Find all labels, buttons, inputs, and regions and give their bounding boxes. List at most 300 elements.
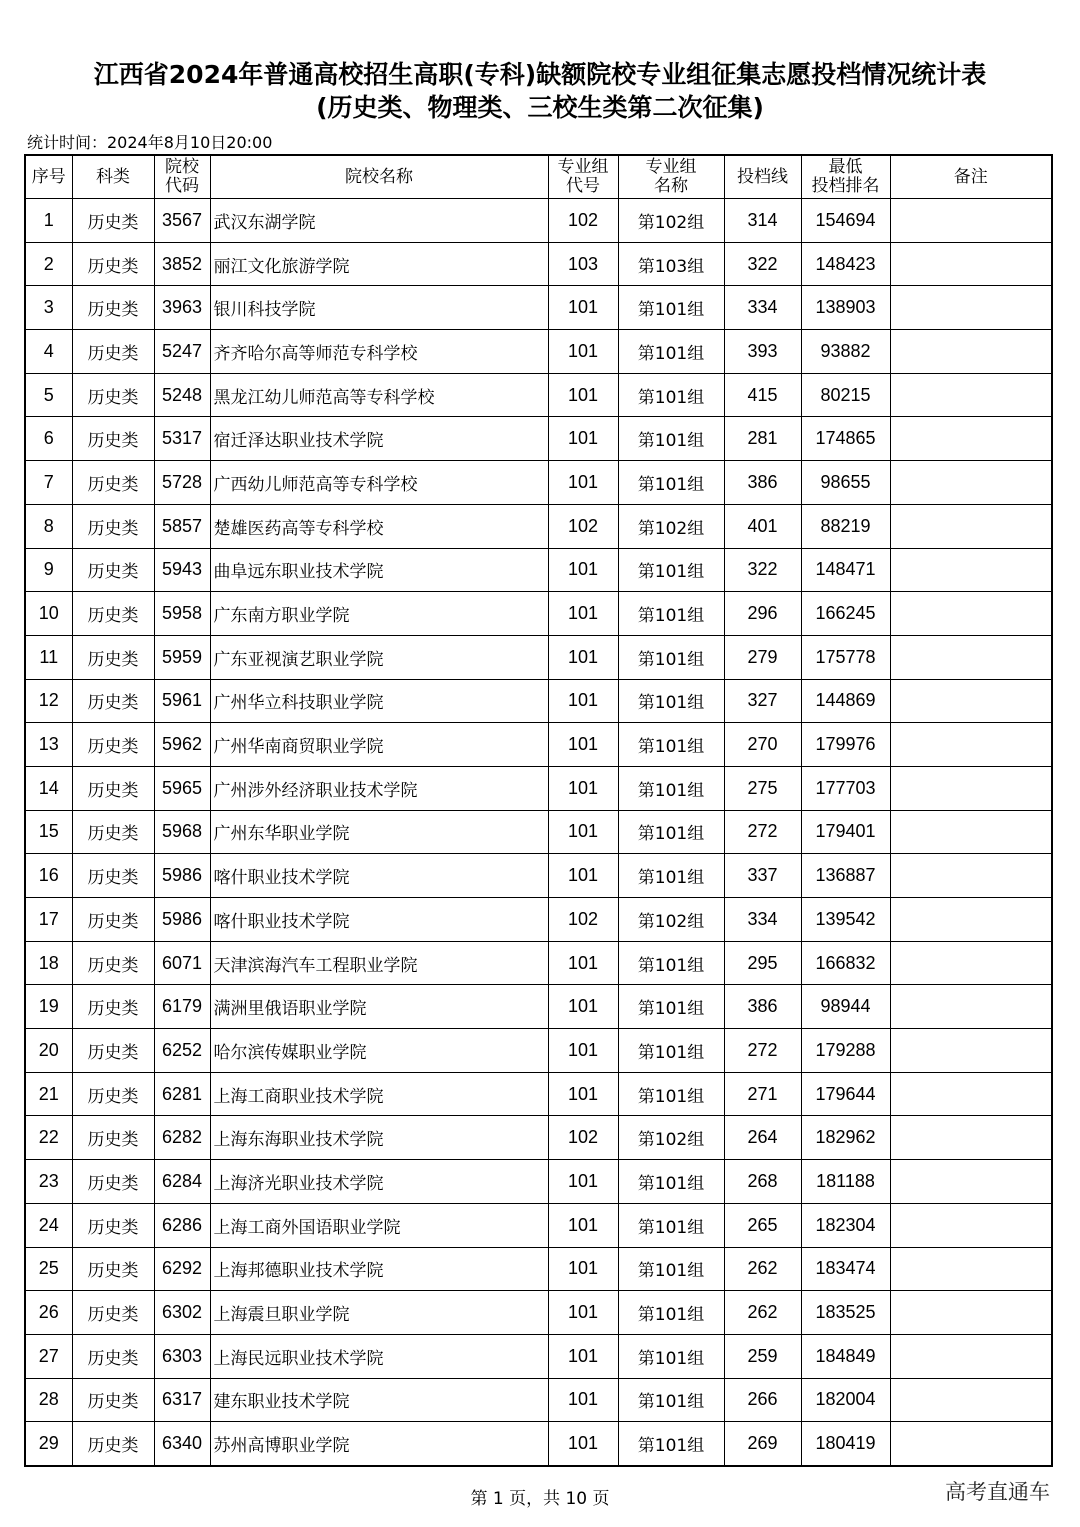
cell-school-name: 武汉东湖学院 bbox=[210, 199, 548, 243]
cell-line: 270 bbox=[724, 723, 801, 767]
cell-school-name: 广西幼儿师范高等专科学校 bbox=[210, 461, 548, 505]
cell-school-code: 3852 bbox=[154, 242, 210, 286]
cell-line: 262 bbox=[724, 1291, 801, 1335]
cell-group-name: 第101组 bbox=[618, 941, 724, 985]
cell-rank: 80215 bbox=[801, 373, 890, 417]
table-row bbox=[25, 286, 1052, 330]
cell-seq: 2 bbox=[25, 242, 72, 286]
table-row bbox=[25, 1203, 1052, 1247]
cell-category: 历史类 bbox=[72, 417, 154, 461]
cell-group-name: 第101组 bbox=[618, 592, 724, 636]
cell-seq: 12 bbox=[25, 679, 72, 723]
cell-school-code: 5943 bbox=[154, 548, 210, 592]
cell-school-code: 5986 bbox=[154, 898, 210, 942]
cell-line: 337 bbox=[724, 854, 801, 898]
cell-note bbox=[890, 417, 1052, 461]
cell-school-name: 楚雄医药高等专科学校 bbox=[210, 504, 548, 548]
cell-rank: 138903 bbox=[801, 286, 890, 330]
cell-group-code: 101 bbox=[548, 548, 618, 592]
cell-school-code: 5961 bbox=[154, 679, 210, 723]
cell-school-name: 丽江文化旅游学院 bbox=[210, 242, 548, 286]
cell-group-code: 101 bbox=[548, 854, 618, 898]
cell-line: 322 bbox=[724, 548, 801, 592]
cell-line: 386 bbox=[724, 985, 801, 1029]
cell-school-code: 6071 bbox=[154, 941, 210, 985]
cell-school-code: 5728 bbox=[154, 461, 210, 505]
cell-school-name: 上海民远职业技术学院 bbox=[210, 1334, 548, 1378]
table-row bbox=[25, 330, 1052, 374]
cell-seq: 21 bbox=[25, 1072, 72, 1116]
cell-group-code: 101 bbox=[548, 1203, 618, 1247]
cell-line: 415 bbox=[724, 373, 801, 417]
cell-note bbox=[890, 330, 1052, 374]
cell-school-name: 上海邦德职业技术学院 bbox=[210, 1247, 548, 1291]
cell-line: 393 bbox=[724, 330, 801, 374]
table-row bbox=[25, 504, 1052, 548]
cell-note bbox=[890, 199, 1052, 243]
cell-school-name: 广州华立科技职业学院 bbox=[210, 679, 548, 723]
cell-note bbox=[890, 985, 1052, 1029]
cell-seq: 24 bbox=[25, 1203, 72, 1247]
cell-seq: 8 bbox=[25, 504, 72, 548]
cell-school-name: 广州东华职业学院 bbox=[210, 810, 548, 854]
cell-school-name: 天津滨海汽车工程职业学院 bbox=[210, 941, 548, 985]
cell-category: 历史类 bbox=[72, 635, 154, 679]
cell-group-code: 101 bbox=[548, 766, 618, 810]
cell-seq: 14 bbox=[25, 766, 72, 810]
cell-group-code: 103 bbox=[548, 242, 618, 286]
cell-line: 334 bbox=[724, 286, 801, 330]
table-row bbox=[25, 985, 1052, 1029]
cell-school-code: 6302 bbox=[154, 1291, 210, 1335]
cell-line: 272 bbox=[724, 1029, 801, 1073]
cell-category: 历史类 bbox=[72, 1072, 154, 1116]
cell-school-name: 广州华南商贸职业学院 bbox=[210, 723, 548, 767]
cell-note bbox=[890, 373, 1052, 417]
cell-category: 历史类 bbox=[72, 330, 154, 374]
cell-school-name: 哈尔滨传媒职业学院 bbox=[210, 1029, 548, 1073]
table-row bbox=[25, 1029, 1052, 1073]
header-seq: 序号 bbox=[25, 155, 72, 199]
cell-group-name: 第101组 bbox=[618, 1291, 724, 1335]
cell-seq: 10 bbox=[25, 592, 72, 636]
cell-line: 334 bbox=[724, 898, 801, 942]
cell-group-code: 101 bbox=[548, 679, 618, 723]
cell-note bbox=[890, 1334, 1052, 1378]
cell-group-name: 第101组 bbox=[618, 1247, 724, 1291]
cell-school-code: 6286 bbox=[154, 1203, 210, 1247]
header-school-name: 院校名称 bbox=[210, 155, 548, 199]
cell-line: 386 bbox=[724, 461, 801, 505]
cell-group-code: 102 bbox=[548, 504, 618, 548]
cell-line: 266 bbox=[724, 1378, 801, 1422]
cell-group-name: 第101组 bbox=[618, 1334, 724, 1378]
cell-rank: 184849 bbox=[801, 1334, 890, 1378]
cell-rank: 88219 bbox=[801, 504, 890, 548]
cell-note bbox=[890, 1203, 1052, 1247]
page-subtitle: (历史类、物理类、三校生类第二次征集) bbox=[316, 93, 764, 122]
cell-note bbox=[890, 286, 1052, 330]
cell-group-name: 第101组 bbox=[618, 854, 724, 898]
cell-school-name: 建东职业技术学院 bbox=[210, 1378, 548, 1422]
cell-seq: 26 bbox=[25, 1291, 72, 1335]
cell-school-code: 5965 bbox=[154, 766, 210, 810]
table-row bbox=[25, 810, 1052, 854]
cell-rank: 182304 bbox=[801, 1203, 890, 1247]
cell-seq: 20 bbox=[25, 1029, 72, 1073]
cell-group-name: 第101组 bbox=[618, 548, 724, 592]
cell-school-code: 5247 bbox=[154, 330, 210, 374]
cell-group-code: 101 bbox=[548, 286, 618, 330]
cell-rank: 174865 bbox=[801, 417, 890, 461]
cell-school-code: 5986 bbox=[154, 854, 210, 898]
cell-category: 历史类 bbox=[72, 985, 154, 1029]
cell-seq: 29 bbox=[25, 1422, 72, 1466]
cell-seq: 23 bbox=[25, 1160, 72, 1204]
cell-category: 历史类 bbox=[72, 1291, 154, 1335]
cell-seq: 18 bbox=[25, 941, 72, 985]
table-row bbox=[25, 199, 1052, 243]
cell-note bbox=[890, 941, 1052, 985]
cell-rank: 98944 bbox=[801, 985, 890, 1029]
cell-group-name: 第101组 bbox=[618, 679, 724, 723]
cell-line: 259 bbox=[724, 1334, 801, 1378]
cell-line: 275 bbox=[724, 766, 801, 810]
cell-line: 265 bbox=[724, 1203, 801, 1247]
cell-category: 历史类 bbox=[72, 854, 154, 898]
cell-group-name: 第101组 bbox=[618, 1203, 724, 1247]
cell-school-name: 银川科技学院 bbox=[210, 286, 548, 330]
cell-seq: 9 bbox=[25, 548, 72, 592]
cell-group-name: 第103组 bbox=[618, 242, 724, 286]
page-title: 江西省2024年普通高校招生高职(专科)缺额院校专业组征集志愿投档情况统计表 bbox=[93, 60, 987, 89]
cell-seq: 28 bbox=[25, 1378, 72, 1422]
cell-school-name: 宿迁泽达职业技术学院 bbox=[210, 417, 548, 461]
cell-note bbox=[890, 1378, 1052, 1422]
cell-category: 历史类 bbox=[72, 286, 154, 330]
table-row bbox=[25, 417, 1052, 461]
cell-rank: 179288 bbox=[801, 1029, 890, 1073]
cell-group-code: 101 bbox=[548, 941, 618, 985]
cell-rank: 183474 bbox=[801, 1247, 890, 1291]
cell-rank: 177703 bbox=[801, 766, 890, 810]
cell-group-code: 101 bbox=[548, 1160, 618, 1204]
cell-rank: 182004 bbox=[801, 1378, 890, 1422]
cell-seq: 22 bbox=[25, 1116, 72, 1160]
cell-school-name: 上海东海职业技术学院 bbox=[210, 1116, 548, 1160]
cell-category: 历史类 bbox=[72, 1378, 154, 1422]
cell-note bbox=[890, 242, 1052, 286]
cell-note bbox=[890, 1422, 1052, 1466]
cell-note bbox=[890, 679, 1052, 723]
cell-seq: 25 bbox=[25, 1247, 72, 1291]
table-row bbox=[25, 1334, 1052, 1378]
cell-note bbox=[890, 592, 1052, 636]
cell-school-name: 黑龙江幼儿师范高等专科学校 bbox=[210, 373, 548, 417]
cell-seq: 7 bbox=[25, 461, 72, 505]
cell-group-code: 101 bbox=[548, 1291, 618, 1335]
cell-note bbox=[890, 1072, 1052, 1116]
cell-school-code: 6303 bbox=[154, 1334, 210, 1378]
header-line: 投档线 bbox=[724, 155, 801, 199]
cell-rank: 183525 bbox=[801, 1291, 890, 1335]
cell-school-code: 5958 bbox=[154, 592, 210, 636]
table-row bbox=[25, 854, 1052, 898]
cell-group-name: 第101组 bbox=[618, 985, 724, 1029]
table-row bbox=[25, 941, 1052, 985]
cell-seq: 6 bbox=[25, 417, 72, 461]
cell-rank: 182962 bbox=[801, 1116, 890, 1160]
cell-category: 历史类 bbox=[72, 1203, 154, 1247]
cell-seq: 1 bbox=[25, 199, 72, 243]
cell-group-name: 第101组 bbox=[618, 1160, 724, 1204]
cell-school-code: 5959 bbox=[154, 635, 210, 679]
table-row bbox=[25, 1378, 1052, 1422]
cell-note bbox=[890, 548, 1052, 592]
cell-school-code: 5317 bbox=[154, 417, 210, 461]
cell-note bbox=[890, 1291, 1052, 1335]
cell-category: 历史类 bbox=[72, 810, 154, 854]
cell-note bbox=[890, 766, 1052, 810]
cell-group-code: 101 bbox=[548, 592, 618, 636]
cell-group-name: 第101组 bbox=[618, 635, 724, 679]
cell-rank: 181188 bbox=[801, 1160, 890, 1204]
brand-watermark: 高考直通车 bbox=[945, 1480, 1050, 1504]
cell-category: 历史类 bbox=[72, 373, 154, 417]
cell-line: 269 bbox=[724, 1422, 801, 1466]
cell-category: 历史类 bbox=[72, 1029, 154, 1073]
cell-line: 264 bbox=[724, 1116, 801, 1160]
table-row bbox=[25, 635, 1052, 679]
header-rank: 最低 投档排名 bbox=[801, 155, 890, 199]
cell-note bbox=[890, 898, 1052, 942]
cell-note bbox=[890, 723, 1052, 767]
cell-category: 历史类 bbox=[72, 592, 154, 636]
cell-rank: 154694 bbox=[801, 199, 890, 243]
cell-rank: 93882 bbox=[801, 330, 890, 374]
table-row bbox=[25, 679, 1052, 723]
table-row bbox=[25, 1160, 1052, 1204]
cell-rank: 98655 bbox=[801, 461, 890, 505]
cell-school-code: 6179 bbox=[154, 985, 210, 1029]
cell-group-code: 101 bbox=[548, 985, 618, 1029]
cell-group-code: 101 bbox=[548, 635, 618, 679]
cell-group-code: 101 bbox=[548, 1378, 618, 1422]
cell-group-code: 101 bbox=[548, 373, 618, 417]
cell-line: 279 bbox=[724, 635, 801, 679]
cell-group-code: 101 bbox=[548, 723, 618, 767]
cell-school-code: 5962 bbox=[154, 723, 210, 767]
cell-note bbox=[890, 504, 1052, 548]
table-row bbox=[25, 461, 1052, 505]
cell-category: 历史类 bbox=[72, 723, 154, 767]
cell-seq: 16 bbox=[25, 854, 72, 898]
cell-rank: 180419 bbox=[801, 1422, 890, 1466]
cell-group-name: 第102组 bbox=[618, 199, 724, 243]
cell-note bbox=[890, 461, 1052, 505]
cell-rank: 139542 bbox=[801, 898, 890, 942]
table-row bbox=[25, 548, 1052, 592]
cell-school-code: 6292 bbox=[154, 1247, 210, 1291]
cell-note bbox=[890, 1160, 1052, 1204]
cell-group-code: 102 bbox=[548, 199, 618, 243]
cell-rank: 179401 bbox=[801, 810, 890, 854]
cell-seq: 19 bbox=[25, 985, 72, 1029]
cell-category: 历史类 bbox=[72, 1334, 154, 1378]
cell-category: 历史类 bbox=[72, 1247, 154, 1291]
cell-school-code: 6252 bbox=[154, 1029, 210, 1073]
cell-group-code: 102 bbox=[548, 898, 618, 942]
cell-school-code: 3963 bbox=[154, 286, 210, 330]
cell-line: 271 bbox=[724, 1072, 801, 1116]
cell-rank: 144869 bbox=[801, 679, 890, 723]
cell-category: 历史类 bbox=[72, 941, 154, 985]
cell-school-name: 广东南方职业学院 bbox=[210, 592, 548, 636]
admission-table bbox=[24, 154, 1053, 1467]
cell-group-code: 101 bbox=[548, 1072, 618, 1116]
table-row bbox=[25, 1291, 1052, 1335]
cell-rank: 179976 bbox=[801, 723, 890, 767]
cell-group-name: 第101组 bbox=[618, 723, 724, 767]
table-row bbox=[25, 1247, 1052, 1291]
cell-rank: 166245 bbox=[801, 592, 890, 636]
cell-group-code: 101 bbox=[548, 1334, 618, 1378]
cell-category: 历史类 bbox=[72, 242, 154, 286]
cell-school-code: 5968 bbox=[154, 810, 210, 854]
cell-category: 历史类 bbox=[72, 1160, 154, 1204]
cell-group-code: 101 bbox=[548, 461, 618, 505]
cell-line: 401 bbox=[724, 504, 801, 548]
header-note: 备注 bbox=[890, 155, 1052, 199]
cell-school-code: 6281 bbox=[154, 1072, 210, 1116]
cell-group-code: 101 bbox=[548, 330, 618, 374]
cell-line: 296 bbox=[724, 592, 801, 636]
cell-rank: 175778 bbox=[801, 635, 890, 679]
cell-seq: 3 bbox=[25, 286, 72, 330]
header-category: 科类 bbox=[72, 155, 154, 199]
cell-rank: 166832 bbox=[801, 941, 890, 985]
cell-school-name: 喀什职业技术学院 bbox=[210, 854, 548, 898]
cell-school-name: 上海工商外国语职业学院 bbox=[210, 1203, 548, 1247]
cell-group-code: 101 bbox=[548, 417, 618, 461]
header-school-code: 院校 代码 bbox=[154, 155, 210, 199]
cell-line: 268 bbox=[724, 1160, 801, 1204]
cell-seq: 15 bbox=[25, 810, 72, 854]
table-row bbox=[25, 1422, 1052, 1466]
cell-seq: 27 bbox=[25, 1334, 72, 1378]
cell-line: 314 bbox=[724, 199, 801, 243]
cell-category: 历史类 bbox=[72, 548, 154, 592]
cell-group-name: 第102组 bbox=[618, 1116, 724, 1160]
cell-group-name: 第101组 bbox=[618, 810, 724, 854]
cell-school-name: 喀什职业技术学院 bbox=[210, 898, 548, 942]
cell-rank: 148471 bbox=[801, 548, 890, 592]
cell-category: 历史类 bbox=[72, 1422, 154, 1466]
cell-category: 历史类 bbox=[72, 504, 154, 548]
cell-category: 历史类 bbox=[72, 898, 154, 942]
table-row bbox=[25, 242, 1052, 286]
table-row bbox=[25, 1072, 1052, 1116]
cell-note bbox=[890, 635, 1052, 679]
stat-time: 统计时间：2024年8月10日20:00 bbox=[27, 133, 273, 152]
cell-group-code: 101 bbox=[548, 810, 618, 854]
cell-line: 281 bbox=[724, 417, 801, 461]
cell-seq: 17 bbox=[25, 898, 72, 942]
cell-note bbox=[890, 854, 1052, 898]
table-row bbox=[25, 592, 1052, 636]
cell-group-name: 第101组 bbox=[618, 1378, 724, 1422]
cell-category: 历史类 bbox=[72, 766, 154, 810]
page-footer: 第 1 页，共 10 页 bbox=[470, 1489, 610, 1509]
table-row bbox=[25, 373, 1052, 417]
cell-seq: 5 bbox=[25, 373, 72, 417]
cell-category: 历史类 bbox=[72, 1116, 154, 1160]
cell-group-code: 101 bbox=[548, 1247, 618, 1291]
cell-school-code: 6284 bbox=[154, 1160, 210, 1204]
cell-school-code: 6317 bbox=[154, 1378, 210, 1422]
cell-seq: 11 bbox=[25, 635, 72, 679]
header-group-name: 专业组 名称 bbox=[618, 155, 724, 199]
cell-school-name: 曲阜远东职业技术学院 bbox=[210, 548, 548, 592]
cell-group-name: 第101组 bbox=[618, 1072, 724, 1116]
cell-line: 322 bbox=[724, 242, 801, 286]
cell-school-code: 6340 bbox=[154, 1422, 210, 1466]
header-group-code: 专业组 代号 bbox=[548, 155, 618, 199]
cell-school-code: 5857 bbox=[154, 504, 210, 548]
cell-seq: 13 bbox=[25, 723, 72, 767]
cell-group-code: 102 bbox=[548, 1116, 618, 1160]
cell-school-name: 上海济光职业技术学院 bbox=[210, 1160, 548, 1204]
cell-rank: 179644 bbox=[801, 1072, 890, 1116]
cell-school-name: 上海震旦职业学院 bbox=[210, 1291, 548, 1335]
cell-line: 262 bbox=[724, 1247, 801, 1291]
cell-group-name: 第101组 bbox=[618, 373, 724, 417]
cell-group-name: 第101组 bbox=[618, 1029, 724, 1073]
cell-school-name: 满洲里俄语职业学院 bbox=[210, 985, 548, 1029]
cell-group-name: 第101组 bbox=[618, 286, 724, 330]
table-header-row bbox=[25, 155, 1052, 199]
cell-school-name: 广州涉外经济职业技术学院 bbox=[210, 766, 548, 810]
cell-school-name: 广东亚视演艺职业学院 bbox=[210, 635, 548, 679]
cell-group-name: 第101组 bbox=[618, 461, 724, 505]
cell-line: 272 bbox=[724, 810, 801, 854]
cell-note bbox=[890, 1247, 1052, 1291]
cell-group-name: 第101组 bbox=[618, 766, 724, 810]
cell-school-code: 6282 bbox=[154, 1116, 210, 1160]
cell-group-name: 第101组 bbox=[618, 330, 724, 374]
cell-group-code: 101 bbox=[548, 1422, 618, 1466]
cell-school-name: 齐齐哈尔高等师范专科学校 bbox=[210, 330, 548, 374]
cell-group-name: 第101组 bbox=[618, 417, 724, 461]
cell-school-code: 5248 bbox=[154, 373, 210, 417]
cell-group-name: 第102组 bbox=[618, 898, 724, 942]
cell-school-name: 上海工商职业技术学院 bbox=[210, 1072, 548, 1116]
cell-group-name: 第102组 bbox=[618, 504, 724, 548]
table-row bbox=[25, 898, 1052, 942]
cell-group-name: 第101组 bbox=[618, 1422, 724, 1466]
cell-category: 历史类 bbox=[72, 679, 154, 723]
table-row bbox=[25, 766, 1052, 810]
cell-line: 295 bbox=[724, 941, 801, 985]
table-row bbox=[25, 1116, 1052, 1160]
cell-school-name: 苏州高博职业学院 bbox=[210, 1422, 548, 1466]
cell-category: 历史类 bbox=[72, 461, 154, 505]
table-row bbox=[25, 723, 1052, 767]
cell-category: 历史类 bbox=[72, 199, 154, 243]
cell-rank: 136887 bbox=[801, 854, 890, 898]
cell-group-code: 101 bbox=[548, 1029, 618, 1073]
cell-note bbox=[890, 1029, 1052, 1073]
